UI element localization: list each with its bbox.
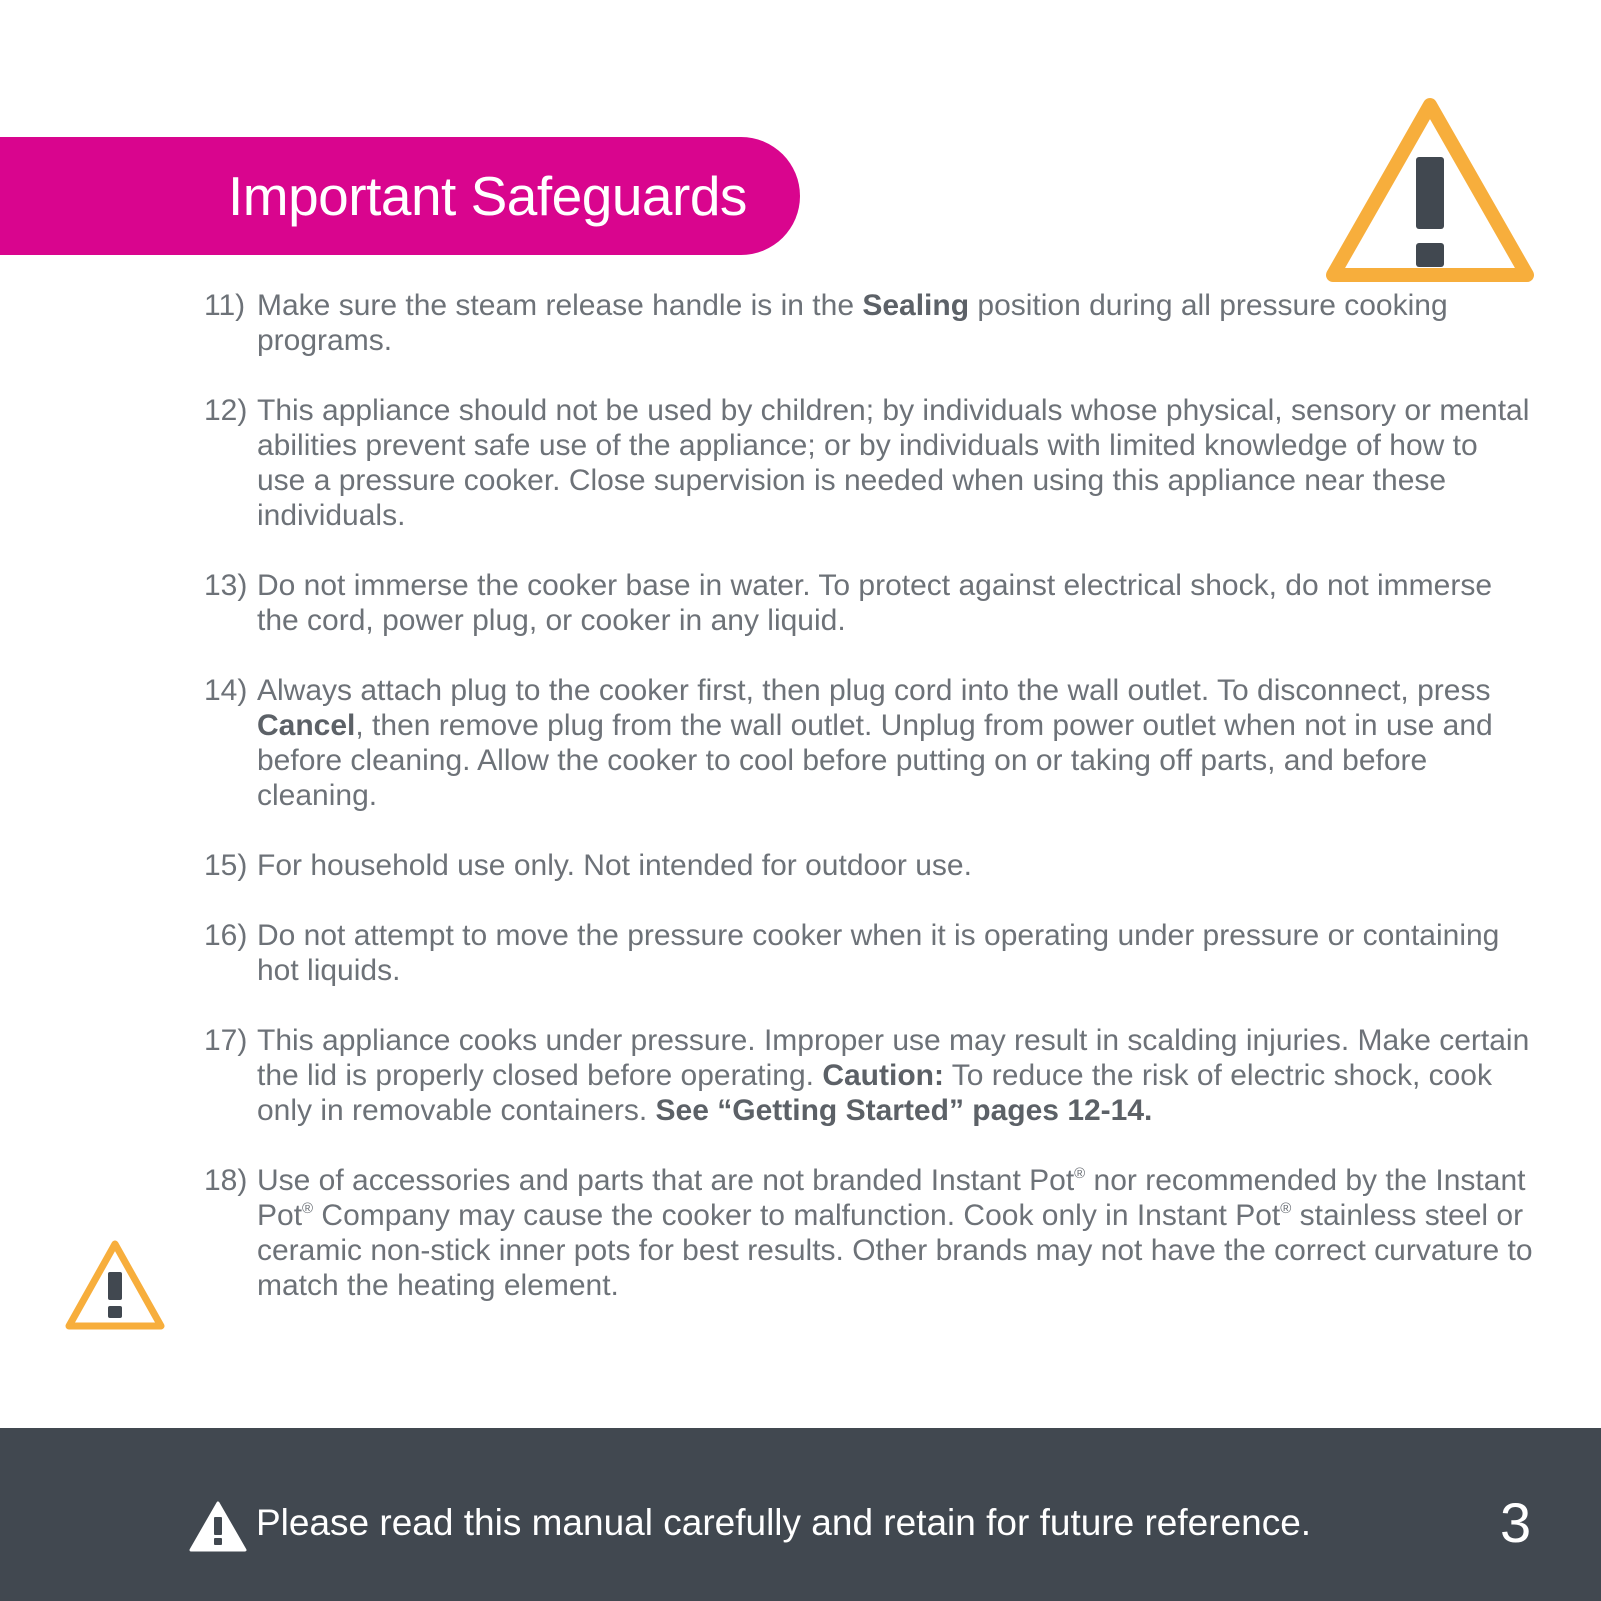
safeguard-text: Make sure the steam release handle is in the bbox=[257, 289, 863, 322]
safeguards-list bbox=[204, 288, 1534, 1338]
safeguard-number: 13) bbox=[204, 569, 248, 602]
safeguard-number: 15) bbox=[204, 849, 248, 882]
warning-triangle-icon bbox=[189, 1500, 247, 1553]
safeguard-emphasis: Sealing bbox=[862, 289, 970, 322]
safeguard-item bbox=[204, 848, 1534, 883]
safeguard-item bbox=[204, 1163, 1534, 1303]
safeguard-number: 14) bbox=[204, 674, 248, 707]
safeguard-text: Company may cause the cooker to malfunction. Cook only in Instant Pot bbox=[313, 1199, 1281, 1232]
safeguard-number: 12) bbox=[204, 394, 248, 427]
safeguard-text: This appliance cooks under pressure. Improper use may result in scalding injuries. Make certain the lid is properly closed before operating. bbox=[257, 1024, 1530, 1092]
safeguard-item bbox=[204, 568, 1534, 638]
safeguard-text: position during all pressure cooking programs. bbox=[257, 289, 1448, 357]
safeguard-number: 16) bbox=[204, 919, 248, 952]
registered-mark: ® bbox=[302, 1200, 314, 1217]
footer-notice: Please read this manual carefully and retain for future reference. bbox=[256, 1502, 1312, 1543]
safeguard-text: Use of accessories and parts that are not branded Instant Pot bbox=[257, 1164, 1075, 1197]
safeguard-number: 18) bbox=[204, 1164, 248, 1197]
safeguard-item bbox=[204, 673, 1534, 813]
registered-mark: ® bbox=[1074, 1165, 1086, 1182]
safeguard-text: nor recommended by the Instant Pot bbox=[257, 1164, 1526, 1232]
registered-mark: ® bbox=[1280, 1200, 1292, 1217]
safeguard-text: Do not attempt to move the pressure cooker when it is operating under pressure or containing hot liquids. bbox=[257, 919, 1500, 987]
safeguard-text: This appliance should not be used by children; by individuals whose physical, sensory or mental abilities prevent safe use of the appliance; or by individuals with limited knowledge of how to use a pressure cooker. Close supervision is needed when using this appliance near these individuals. bbox=[257, 394, 1530, 532]
safeguard-emphasis: Caution: bbox=[822, 1059, 944, 1092]
section-banner bbox=[0, 137, 800, 255]
safeguard-text: Do not immerse the cooker base in water. To protect against electrical shock, do not immerse the cord, power plug, or cooker in any liquid. bbox=[257, 569, 1493, 637]
footer-bar bbox=[0, 1428, 1601, 1601]
safeguard-number: 11) bbox=[204, 289, 246, 322]
safeguard-emphasis: See “Getting Started” pages 12-14. bbox=[655, 1094, 1153, 1127]
safeguard-item bbox=[204, 288, 1534, 358]
warning-triangle-icon bbox=[1325, 95, 1535, 290]
safeguard-text: To reduce the risk of electric shock, cook only in removable containers. bbox=[257, 1059, 1492, 1127]
safeguard-text: stainless steel or ceramic non-stick inner pots for best results. Other brands may not have the correct curvature to match the heating element. bbox=[257, 1199, 1533, 1302]
safeguard-number: 17) bbox=[204, 1024, 248, 1057]
safeguard-text: Always attach plug to the cooker first, then plug cord into the wall outlet. To disconnect, press bbox=[257, 674, 1491, 707]
warning-triangle-icon bbox=[64, 1238, 166, 1336]
safeguard-item bbox=[204, 1023, 1534, 1128]
safeguard-item bbox=[204, 393, 1534, 533]
safeguard-item bbox=[204, 918, 1534, 988]
safeguard-text: , then remove plug from the wall outlet. Unplug from power outlet when not in use and before cleaning. Allow the cooker to cool before putting on or taking off parts, and before cleaning. bbox=[257, 709, 1493, 812]
page-title: Important Safeguards bbox=[228, 165, 747, 227]
safeguard-text: For household use only. Not intended for outdoor use. bbox=[257, 849, 972, 882]
page-number: 3 bbox=[1500, 1491, 1532, 1554]
safeguard-emphasis: Cancel bbox=[257, 709, 356, 742]
